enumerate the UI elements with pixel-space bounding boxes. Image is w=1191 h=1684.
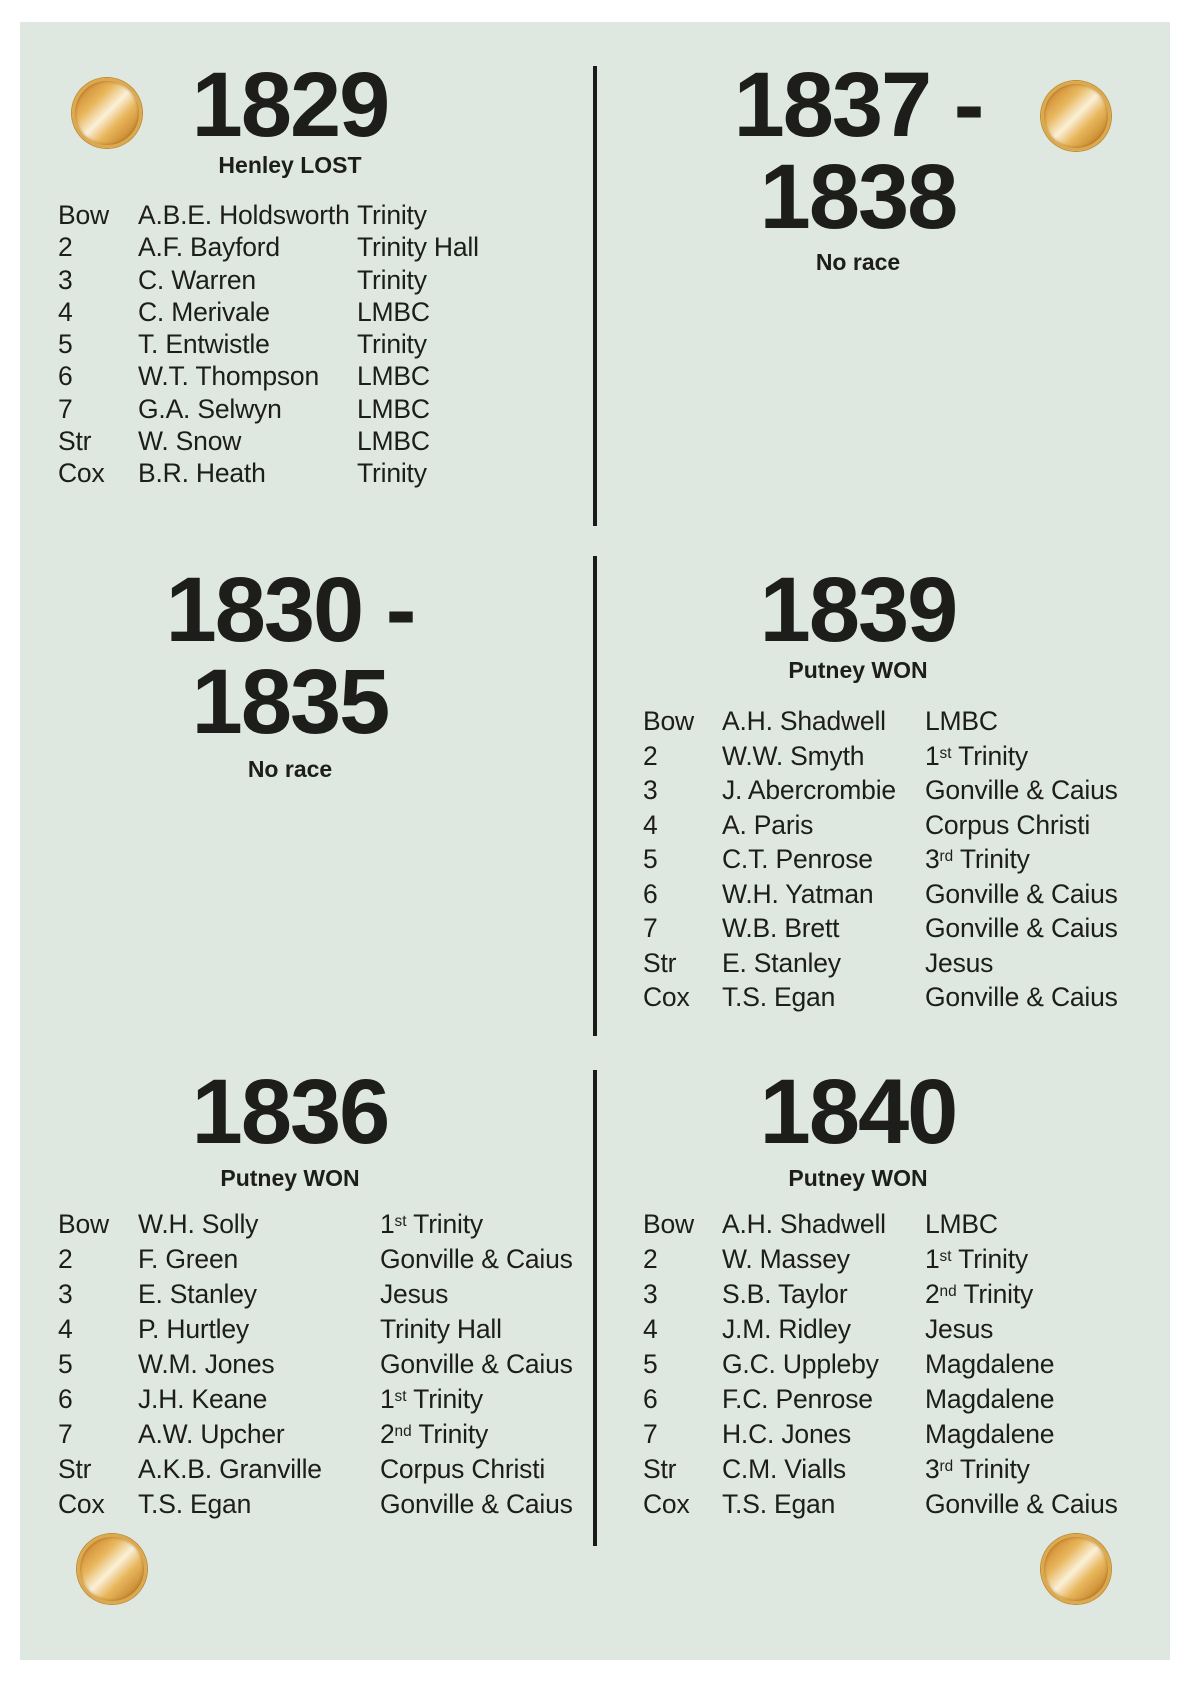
venue-result-label: No race: [815, 249, 901, 275]
crew-college: 1st Trinity: [925, 740, 1028, 771]
crew-college: Jesus: [925, 947, 994, 978]
crew-member-name: G.A. Selwyn: [138, 393, 282, 424]
year-line: 1835: [191, 651, 389, 753]
crew-college: LMBC: [357, 296, 430, 327]
crew-member-name: W.W. Smyth: [722, 740, 865, 771]
crew-college: 2nd Trinity: [380, 1419, 489, 1449]
crew-college: Gonville & Caius: [925, 913, 1118, 943]
crew-member-name: E. Stanley: [722, 947, 841, 978]
crew-member-name: H.C. Jones: [722, 1419, 852, 1449]
crew-college: LMBC: [357, 361, 430, 392]
crew-college: 3rd Trinity: [925, 1454, 1030, 1484]
venue-result-label: Putney WON: [788, 657, 928, 683]
crew-position-label: Str: [58, 426, 92, 457]
crew-college: Trinity: [357, 458, 427, 489]
crew-member-name: W. Massey: [722, 1244, 850, 1274]
crew-college: 1st Trinity: [380, 1384, 483, 1414]
crew-member-name: C.M. Vialls: [722, 1454, 846, 1484]
crew-member-name: W.H. Solly: [138, 1209, 259, 1239]
crew-college: Trinity Hall: [380, 1314, 502, 1344]
crew-member-name: A.H. Shadwell: [722, 706, 886, 736]
crew-college: Trinity: [357, 200, 427, 230]
crew-college: 3rd Trinity: [925, 844, 1030, 874]
venue-result-label: Henley LOST: [218, 152, 362, 178]
crew-college: Magdalene: [925, 1349, 1055, 1379]
crew-college: Trinity: [357, 264, 427, 295]
crew-college: Jesus: [925, 1314, 994, 1344]
crew-position-label: 7: [58, 1419, 73, 1449]
crew-member-name: B.R. Heath: [138, 458, 266, 489]
crew-college: Gonville & Caius: [380, 1244, 573, 1274]
crew-position-label: 6: [643, 1384, 658, 1414]
crew-position-label: 3: [58, 1279, 73, 1309]
crew-member-name: A.B.E. Holdsworth: [138, 200, 350, 230]
crew-position-label: Cox: [643, 1489, 690, 1519]
crew-position-label: Str: [643, 947, 677, 978]
crew-member-name: A. Paris: [722, 809, 814, 840]
crew-member-name: W. Snow: [138, 426, 242, 457]
section-year-title: [20, 1061, 560, 1163]
crew-position-label: 6: [643, 878, 658, 909]
crew-member-name: W.T. Thompson: [138, 361, 320, 392]
crew-college: Gonville & Caius: [925, 982, 1118, 1012]
crew-position-label: 2: [58, 232, 73, 263]
crew-member-name: C.T. Penrose: [722, 844, 873, 874]
crew-member-name: S.B. Taylor: [722, 1279, 848, 1309]
year-line: 1829: [191, 54, 389, 156]
crew-member-name: J.H. Keane: [138, 1384, 268, 1414]
crew-member-name: F.C. Penrose: [722, 1384, 873, 1414]
section-year-title: [597, 559, 1119, 661]
crew-college: 2nd Trinity: [925, 1279, 1034, 1309]
crew-position-label: 5: [643, 1349, 658, 1379]
crew-position-label: 2: [58, 1244, 73, 1274]
section-year-title: [20, 54, 560, 156]
crew-position-label: 7: [643, 1419, 658, 1449]
crew-member-name: A.W. Upcher: [138, 1419, 285, 1449]
crew-college: Trinity: [357, 329, 427, 360]
crew-college: 1st Trinity: [380, 1209, 483, 1239]
crew-position-label: Str: [58, 1454, 92, 1484]
crew-position-label: 7: [643, 913, 658, 943]
crew-position-label: Bow: [58, 1209, 109, 1239]
section-year-title: [597, 54, 1119, 248]
crew-position-label: Cox: [58, 1489, 105, 1519]
crew-member-name: G.C. Uppleby: [722, 1349, 879, 1379]
brass-pin-icon: [1041, 1534, 1111, 1604]
year-line: 1840: [759, 1061, 957, 1163]
crew-college: LMBC: [925, 1209, 998, 1239]
venue-result-label: No race: [247, 756, 333, 782]
crew-position-label: Bow: [58, 200, 109, 230]
crew-member-name: T.S. Egan: [722, 982, 836, 1012]
crew-member-name: T.S. Egan: [722, 1489, 836, 1519]
crew-college: Magdalene: [925, 1384, 1055, 1414]
crew-member-name: E. Stanley: [138, 1279, 257, 1309]
crew-college: Gonville & Caius: [925, 878, 1118, 909]
crew-member-name: J. Abercrombie: [722, 775, 896, 805]
crew-college: LMBC: [925, 706, 998, 736]
crew-member-name: A.K.B. Granville: [138, 1454, 322, 1484]
crew-position-label: 3: [58, 264, 73, 295]
crew-position-label: 5: [58, 329, 73, 360]
crew-member-name: T. Entwistle: [138, 329, 270, 360]
crew-position-label: 2: [643, 1244, 658, 1274]
crew-position-label: 4: [58, 1314, 73, 1344]
crew-position-label: 4: [643, 809, 658, 840]
crew-member-name: J.M. Ridley: [722, 1314, 851, 1344]
crew-position-label: 5: [58, 1349, 73, 1379]
crew-member-name: W.M. Jones: [138, 1349, 275, 1379]
section-year-title: [597, 1061, 1119, 1163]
crew-position-label: 4: [643, 1314, 658, 1344]
crew-college: Gonville & Caius: [925, 1489, 1118, 1519]
crew-college: LMBC: [357, 393, 430, 424]
crew-position-label: Str: [643, 1454, 677, 1484]
crew-position-label: Cox: [58, 458, 105, 489]
year-line: 1839: [759, 559, 957, 661]
crew-college: LMBC: [357, 426, 430, 457]
crew-member-name: C. Warren: [138, 264, 256, 295]
crew-member-name: T.S. Egan: [138, 1489, 252, 1519]
crew-position-label: 6: [58, 361, 73, 392]
crew-position-label: Bow: [643, 706, 694, 736]
crew-position-label: 3: [643, 1279, 658, 1309]
crew-position-label: 4: [58, 296, 73, 327]
crew-position-label: 5: [643, 844, 658, 874]
crew-member-name: F. Green: [138, 1244, 239, 1274]
crew-position-label: 6: [58, 1384, 73, 1414]
crew-college: Jesus: [380, 1279, 449, 1309]
venue-result-label: Putney WON: [788, 1165, 928, 1191]
crew-position-label: 7: [58, 393, 73, 424]
crew-member-name: A.H. Shadwell: [722, 1209, 886, 1239]
crew-college: Gonville & Caius: [380, 1489, 573, 1519]
crew-member-name: C. Merivale: [138, 296, 270, 327]
crew-college: Gonville & Caius: [925, 775, 1118, 805]
crew-college: Corpus Christi: [380, 1454, 546, 1484]
year-line: 1830 -: [165, 559, 415, 661]
crew-college: 1st Trinity: [925, 1244, 1028, 1274]
crew-member-name: A.F. Bayford: [138, 232, 280, 263]
crew-position-label: 3: [643, 775, 658, 805]
crew-position-label: Bow: [643, 1209, 694, 1239]
crew-college: Trinity Hall: [357, 232, 479, 263]
crew-member-name: P. Hurtley: [138, 1314, 249, 1344]
venue-result-label: Putney WON: [220, 1165, 360, 1191]
section-year-title: [20, 559, 560, 753]
crew-college: Magdalene: [925, 1419, 1055, 1449]
year-line: 1838: [759, 146, 957, 248]
crew-college: Corpus Christi: [925, 809, 1091, 840]
brass-pin-icon: [77, 1534, 147, 1604]
crew-member-name: W.B. Brett: [722, 913, 840, 943]
crew-member-name: W.H. Yatman: [722, 878, 874, 909]
year-line: 1837 -: [733, 54, 983, 156]
year-line: 1836: [191, 1061, 389, 1163]
crew-college: Gonville & Caius: [380, 1349, 573, 1379]
crew-position-label: Cox: [643, 982, 690, 1012]
crew-position-label: 2: [643, 740, 658, 771]
